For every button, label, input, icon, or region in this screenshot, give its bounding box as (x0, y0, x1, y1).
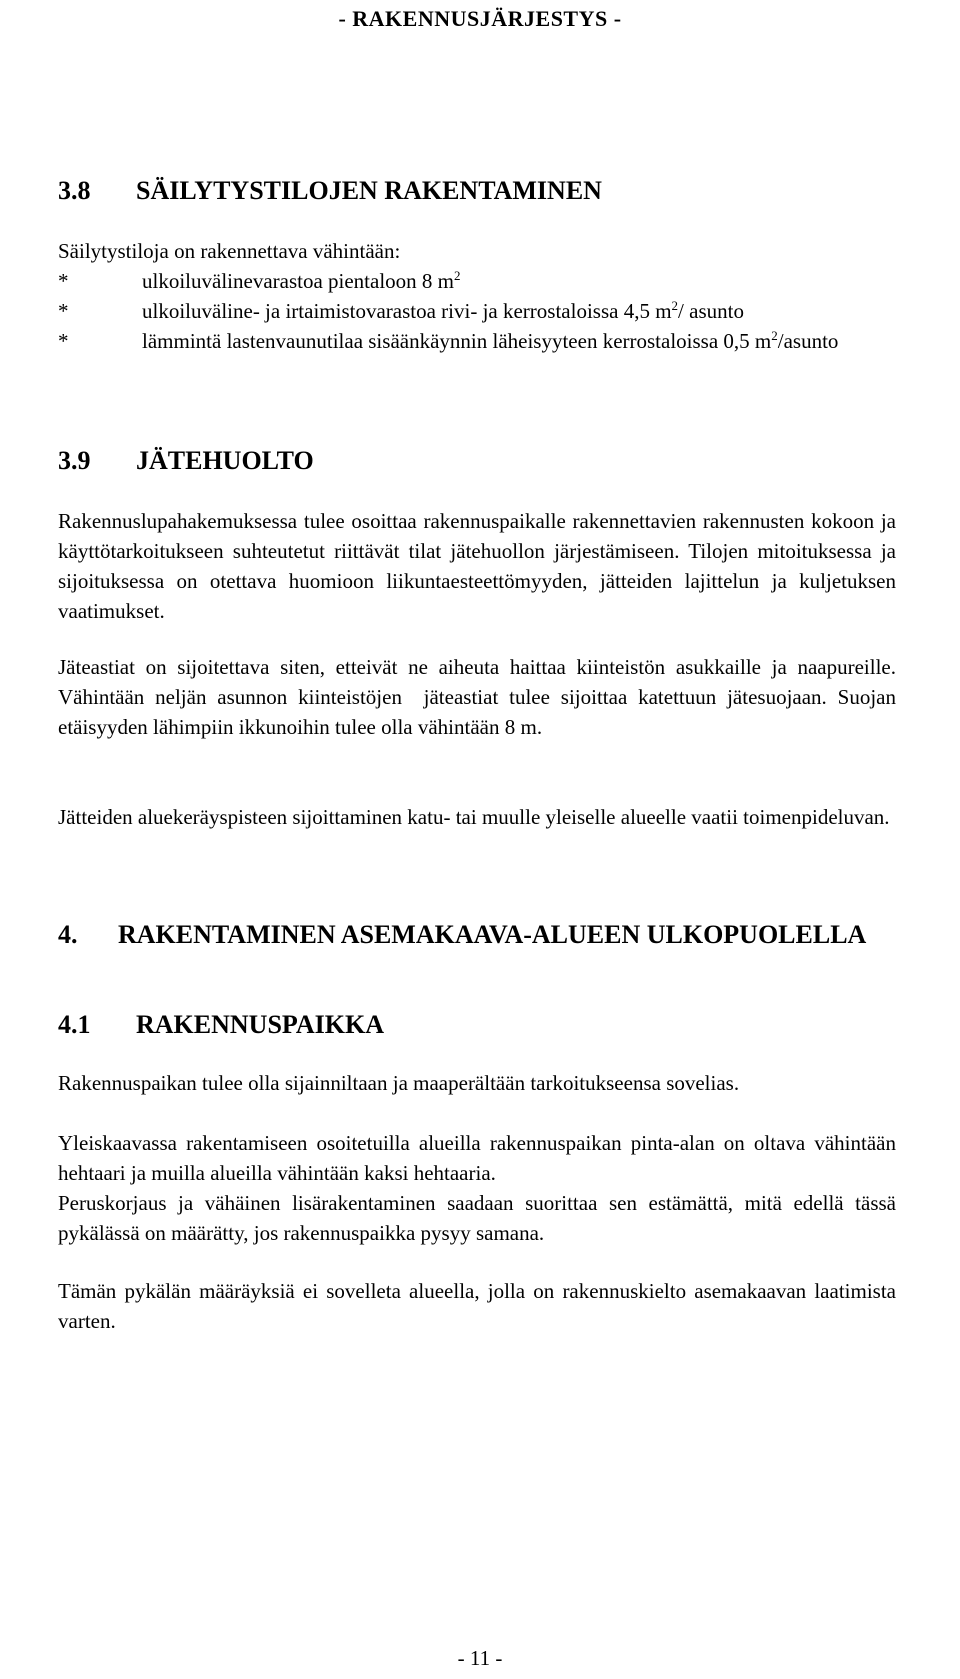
section-title: JÄTEHUOLTO (136, 446, 314, 475)
list-item (58, 326, 938, 356)
list-item-text: ulkoiluväline- ja irtaimistovarastoa rivi- ja kerrostaloissa 4,5 m (142, 299, 672, 323)
section-title: SÄILYTYSTILOJEN RAKENTAMINEN (136, 176, 602, 205)
list-item-suffix: / asunto (678, 299, 744, 323)
section-number: 4. (58, 920, 78, 949)
section-title: RAKENNUSPAIKKA (136, 1010, 384, 1039)
list-item (58, 296, 938, 326)
paragraph: Peruskorjaus ja vähäinen lisärakentaminen saadaan suorittaa sen estämättä, mitä edellä tässä pykälässä on määrätty, jos rakennuspaikka pysyy samana. (58, 1191, 896, 1245)
page-number: - 11 - (457, 1646, 503, 1670)
section-number: 3.8 (58, 176, 91, 205)
page-header: - RAKENNUSJÄRJESTYS - (338, 6, 622, 31)
superscript: 2 (454, 268, 461, 283)
section-3-8-heading (58, 176, 602, 206)
section-number: 4.1 (58, 1010, 91, 1039)
section-4-heading (58, 920, 866, 950)
list-item-suffix: /asunto (777, 329, 839, 353)
superscript: 2 (771, 328, 778, 343)
bullet: * (58, 329, 69, 353)
bullet: * (58, 299, 69, 323)
paragraph: Tämän pykälän määräyksiä ei sovelleta alueella, jolla on rakennuskielto asemakaavan laatimista varten. (58, 1279, 896, 1333)
paragraph: Jäteastiat on sijoitettava siten, etteivät ne aiheuta haittaa kiinteistön asukkaille ja naapureille. Vähintään neljän asunnon kiinteistöjen jäteastiat tulee sijoittaa katettuun jätesuojaan. Suojan etäisyyden lähimpiin ikkunoihin tulee olla vähintään 8 m. (58, 655, 902, 739)
paragraph: Rakennuspaikan tulee olla sijainniltaan ja maaperältään tarkoitukseensa sovelias. (58, 1071, 740, 1095)
list-item (58, 266, 938, 296)
paragraph: Yleiskaavassa rakentamiseen osoitetuilla alueilla rakennuspaikan pinta-alan on oltava vähintään hehtaari ja muilla alueilla vähintään kaksi hehtaaria. (58, 1131, 896, 1185)
list-item-text: lämmintä lastenvaunutilaa sisäänkäynnin läheisyyteen kerrostaloissa 0,5 m (142, 329, 772, 353)
section-3-9-heading (58, 446, 314, 476)
section-title: RAKENTAMINEN ASEMAKAAVA-ALUEEN ULKOPUOLELLA (118, 920, 867, 949)
paragraph: Jätteiden aluekeräyspisteen sijoittaminen katu- tai muulle yleiselle alueelle vaatii toimenpideluvan. (58, 805, 890, 829)
bullet: * (58, 269, 69, 293)
storage-requirements-list (58, 236, 938, 356)
list-intro: Säilytystiloja on rakennettava vähintään: (58, 239, 401, 263)
list-item-text: ulkoiluvälinevarastoa pientaloon 8 m (142, 269, 455, 293)
superscript: 2 (671, 298, 679, 313)
section-number: 3.9 (58, 446, 91, 475)
section-4-1-heading (58, 1010, 384, 1040)
paragraph: Rakennuslupahakemuksessa tulee osoittaa rakennuspaikalle rakennettavien rakennusten kokoon ja käyttötarkoitukseen suhteutetut riittävät tilat jätehuollon järjestämiseen. Tilojen mitoituksessa ja sijoituksessa on otettava huomioon liikuntaesteettömyyden, jätteiden lajittelun ja kuljetuksen vaatimukset. (58, 509, 896, 623)
